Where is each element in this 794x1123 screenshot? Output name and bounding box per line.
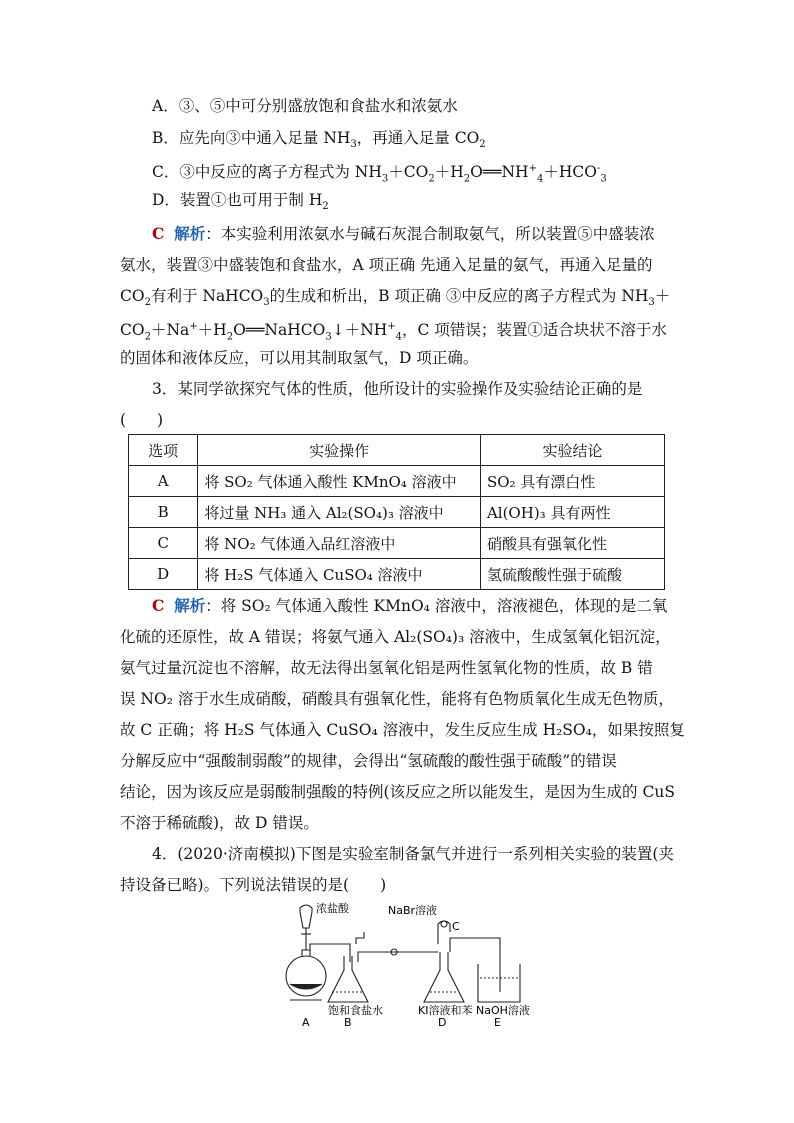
label-ki-benzene: KI溶液和苯 [418,1004,473,1017]
funnel [300,905,312,928]
analysis-tag: 解析 [174,596,206,615]
table-cell: Al(OH)₃ 具有两性 [480,497,664,528]
answer-letter: C [152,596,165,615]
label-b: B [344,1016,352,1029]
table-cell: 将 NO₂ 气体通入品红溶液中 [198,528,481,559]
answer2-line1: C 解析：本实验利用浓氨水与碱石灰混合制取氨气，所以装置⑤中盛装浓 [152,224,655,243]
answer2-line2: 氨水，装置③中盛装饱和食盐水，A 项正确 先通入足量的氨气，再通入足量的 [120,256,653,274]
table-cell: SO₂ 具有漂白性 [480,466,664,497]
answer3-line7: 结论，因为该反应是弱酸制强酸的特例(该反应之所以能发生，是因为生成的 CuS [120,783,675,801]
answer3-line4: 误 NO₂ 溶于水生成硝酸，硝酸具有强氧化性，能将有色物质氧化生成无色物质， [120,690,674,708]
table-cell: 将 SO₂ 气体通入酸性 KMnO₄ 溶液中 [198,466,481,497]
table-cell: D [129,559,198,590]
option-b: B．应先向③中通入足量 $NH_3$，再通入足量 $CO_2$ [152,129,486,151]
answer3-line5: 故 C 正确；将 H₂S 气体通入 CuSO₄ 溶液中，发生反应生成 H₂SO₄，如果按照复 [120,721,685,739]
apparatus-figure [280,900,550,1030]
label-c: C [452,920,460,933]
label-nabr: NaBr溶液 [388,904,438,917]
answer3-line2: 化硫的还原性，故 A 错误；将氨气通入 Al₂(SO₄)₃ 溶液中，生成氢氧化铝沉淀， [120,628,671,646]
q4-line2: 持设备已略)。下列说法错误的是( ) [120,876,387,894]
table-header-row [129,435,665,466]
option-c: C．③中反应的离子方程式为 $NH_3+CO_2+H_2O══NH^+_4+HCO^-_3$ [152,163,607,185]
answer2-line4: $CO_2+Na^++H_2O══NaHCO_3↓+NH^+_4$，C 项错误；装置①适合块状不溶于水 [120,321,667,343]
table-cell: 硝酸具有强氧化性 [480,528,664,559]
beaker-e [478,964,520,1002]
table-row [129,497,665,528]
label-d: D [438,1016,447,1029]
option-a: A．③、⑤中可分别盛放饱和食盐水和浓氨水 [152,97,458,115]
table-cell: C [129,528,198,559]
table-header: 选项 [129,435,198,466]
q4-line1: 4．(2020·济南模拟)下图是实验室制备氯气并进行一系列相关实验的装置(夹 [152,845,674,863]
option-d: D．装置①也可用于制 $H_2$ [152,191,329,213]
analysis-tag: 解析 [174,224,206,243]
q3-table [128,434,665,590]
table-cell: B [129,497,198,528]
q3-stem: 3．某同学欲探究气体的性质，他所设计的实验操作及实验结论正确的是 [152,380,643,398]
table-row [129,559,665,590]
answer3-line3: 氨气过量沉淀也不溶解，故无法得出氢氧化铝是两性氢氧化物的性质，故 B 错 [120,659,653,677]
table-header: 实验操作 [198,435,481,466]
q3-paren: ( ) [120,411,164,429]
answer2-line3: $CO_2$有利于 NaHCO$_3$的生成和析出，B 项正确 ③中反应的离子方程式为 $NH_3+$ [120,287,671,309]
flask-b [328,956,368,1002]
answer3-line8: 不溶于稀硫酸)，故 D 错误。 [120,814,319,832]
answer-letter: C [152,224,165,243]
flask-d [424,952,464,1002]
round-flask [286,956,326,996]
table-cell: 将过量 NH₃ 通入 Al₂(SO₄)₃ 溶液中 [198,497,481,528]
table-row [129,466,665,497]
table-cell: A [129,466,198,497]
label-a: A [302,1016,310,1029]
table-cell: 氢硫酸酸性强于硫酸 [480,559,664,590]
label-e: E [494,1016,501,1029]
table-cell: 将 H₂S 气体通入 CuSO₄ 溶液中 [198,559,481,590]
answer3-line1: C 解析：将 SO₂ 气体通入酸性 KMnO₄ 溶液中，溶液褪色，体现的是二氧 [152,596,668,615]
table-row [129,528,665,559]
label-conc-hcl: 浓盐酸 [316,902,349,915]
table-header: 实验结论 [480,435,664,466]
label-naoh: NaOH溶液 [476,1004,530,1017]
answer2-line5: 的固体和液体反应，可以用其制取氢气，D 项正确。 [120,349,479,367]
answer3-line6: 分解反应中“强酸制弱酸”的规律，会得出“氢硫酸的酸性强于硫酸”的错误 [120,752,617,770]
label-sat-nacl: 饱和食盐水 [328,1004,383,1017]
